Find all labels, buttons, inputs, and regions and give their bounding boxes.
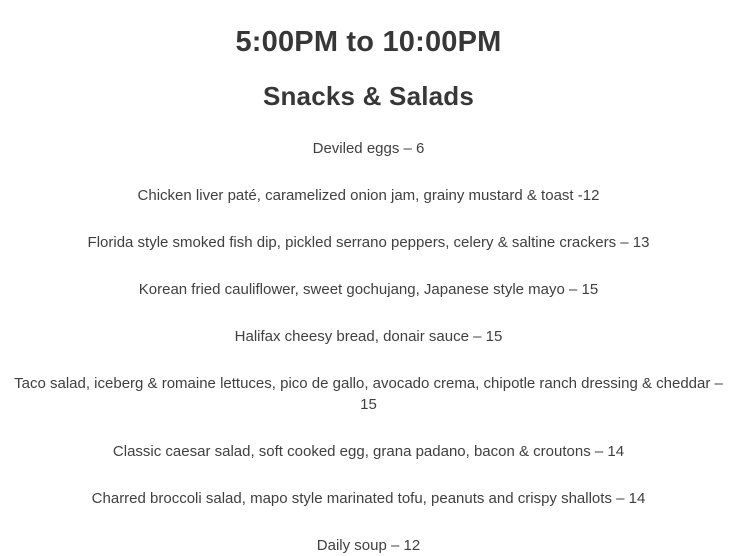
hours-heading: 5:00PM to 10:00PM — [235, 26, 502, 58]
menu-item-smoked-fish-dip: Florida style smoked fish dip, pickled serrano peppers, celery & saltine crackers – 13 — [87, 234, 650, 251]
menu-item-deviled-eggs: Deviled eggs – 6 — [312, 140, 425, 157]
section-heading: Snacks & Salads — [262, 81, 475, 111]
menu-item-cheesy-bread: Halifax cheesy bread, donair sauce – 15 — [234, 328, 503, 345]
menu-item-caesar-salad: Classic caesar salad, soft cooked egg, grana padano, bacon & croutons – 14 — [112, 443, 625, 460]
menu-item-chicken-liver-pate: Chicken liver paté, caramelized onion jam, grainy mustard & toast -12 — [137, 187, 600, 204]
menu-item-broccoli-salad: Charred broccoli salad, mapo style marinated tofu, peanuts and crispy shallots – 14 — [91, 490, 646, 507]
menu-item-taco-salad: Taco salad, iceberg & romaine lettuces, pico de gallo, avocado crema, chipotle ranch dressing & cheddar – 15 — [14, 375, 723, 413]
menu-item-fried-cauliflower: Korean fried cauliflower, sweet gochujang, Japanese style mayo – 15 — [138, 281, 599, 298]
menu-item-daily-soup: Daily soup – 12 — [316, 537, 421, 554]
